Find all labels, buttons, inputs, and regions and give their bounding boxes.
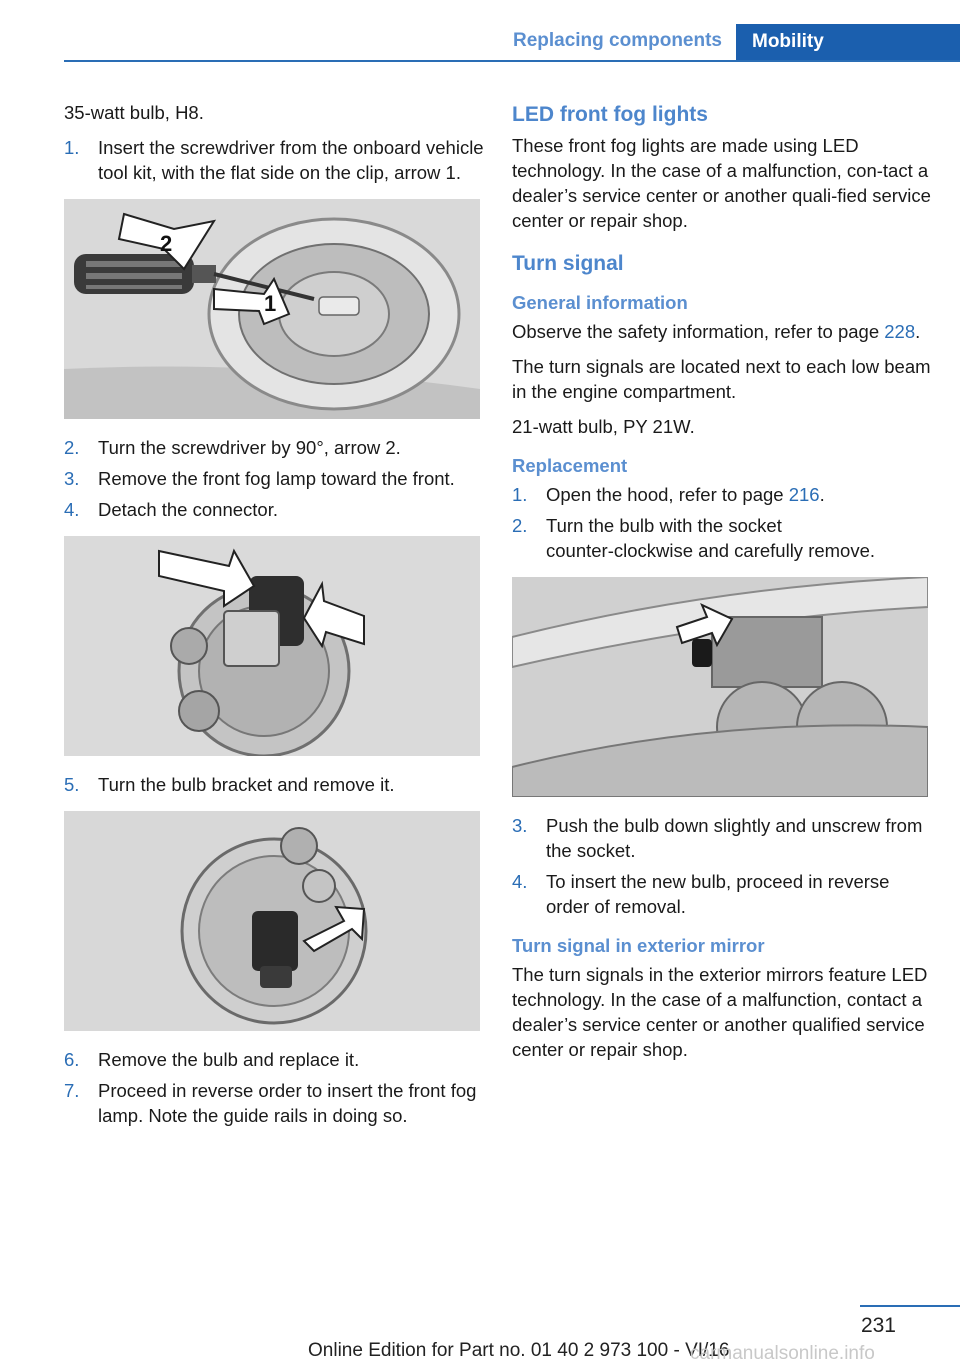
steps-list-b [64,435,484,522]
step-item [512,813,932,863]
figure-screwdriver-clip [64,199,480,419]
step-item [64,772,484,797]
watermark-text: carmanualsonline.info [690,1343,875,1364]
replacement-heading: Replacement [512,455,628,476]
bulb-type-text: 35‑watt bulb, H8. [64,102,204,123]
arrow-label-1: 1 [264,291,277,316]
step-text: Insert the screwdriver from the onboard vehicle tool kit, with the flat side on the clip, arrow 1. [98,137,484,183]
step-number: 4. [512,871,528,892]
step-number: 4. [64,499,80,520]
arrow-label-2: 2 [160,231,173,256]
step-item [64,466,484,491]
figure-engine-compartment [512,577,928,797]
bulb-bracket-illustration [64,811,480,1031]
step-item [512,513,932,563]
step-item [512,869,932,919]
step-number: 7. [64,1080,80,1101]
step-text-prefix: Open the hood, refer to page [546,484,789,505]
step-text-suffix: . [819,484,825,505]
turn-signal-heading: Turn signal [512,252,624,275]
step-item [64,497,484,522]
page-link-228[interactable]: 228 [884,321,916,342]
step-text: Push the bulb down slightly and unscrew from the socket. [546,815,923,861]
safety-reference-text [512,319,932,344]
step-text: Turn the bulb with the socket counter‑clockwise and carefully remove. [546,515,876,561]
safety-reference-suffix: . [915,321,921,342]
step-number: 2. [64,437,80,458]
right-column [512,100,932,1072]
turn-signal-bulb-text: 21‑watt bulb, PY 21W. [512,416,695,437]
step-number: 2. [512,515,528,536]
step-text: Turn the bulb bracket and remove it. [98,774,395,795]
connector-illustration [64,536,480,756]
step-text: Detach the connector. [98,499,278,520]
step-item [64,1047,484,1072]
step-item [512,482,932,507]
replacement-steps-b [512,813,932,919]
mirror-turn-signal-heading: Turn signal in exterior mirror [512,935,765,956]
step-number: 3. [64,468,80,489]
step-item [64,135,484,185]
turn-signal-location-text: The turn signals are located next to each low beam in the engine compartment. [512,356,931,402]
steps-list-c [64,772,484,797]
mirror-turn-signal-text: The turn signals in the exterior mirrors feature LED technology. In the case of a malfunction, contact a dealer’s service center or another qualified service center or repair shop. [512,964,928,1060]
steps-list-d [64,1047,484,1128]
step-number: 3. [512,815,528,836]
edition-text: Online Edition for Part no. 01 40 2 973 100 - VI/16 [308,1340,730,1361]
step-item [64,435,484,460]
step-text: Turn the screwdriver by 90°, arrow 2. [98,437,401,458]
step-text: Proceed in reverse order to insert the front fog lamp. Note the guide rails in doing so. [98,1080,477,1126]
header-rule [64,60,960,62]
step-number: 6. [64,1049,80,1070]
screwdriver-illustration [64,199,480,419]
header-section-title: Replacing components [512,30,722,51]
step-text: Remove the bulb and replace it. [98,1049,360,1070]
step-text [546,482,932,507]
step-item [64,1078,484,1128]
led-fog-heading: LED front fog lights [512,103,708,126]
led-fog-text: These front fog lights are made using LED technology. In the case of a malfunction, con‑tact a dealer’s service center or another quali‑fied service center or repair shop. [512,135,931,231]
figure-detach-connector [64,536,480,756]
page-link-216[interactable]: 216 [788,484,820,505]
left-column [64,100,484,1140]
header-chapter-tab: Mobility [736,24,960,62]
page-number: 231 [860,1314,896,1337]
step-number: 1. [512,484,528,505]
step-text: To insert the new bulb, proceed in reverse order of removal. [546,871,890,917]
figure-bulb-bracket [64,811,480,1031]
steps-list-a [64,135,484,185]
engine-compartment-illustration [512,577,928,797]
step-text: Remove the front fog lamp toward the front. [98,468,455,489]
safety-reference-prefix: Observe the safety information, refer to page [512,321,885,342]
step-number: 5. [64,774,80,795]
general-info-heading: General information [512,292,688,313]
footer-rule [860,1305,960,1307]
replacement-steps-a [512,482,932,563]
step-number: 1. [64,137,80,158]
